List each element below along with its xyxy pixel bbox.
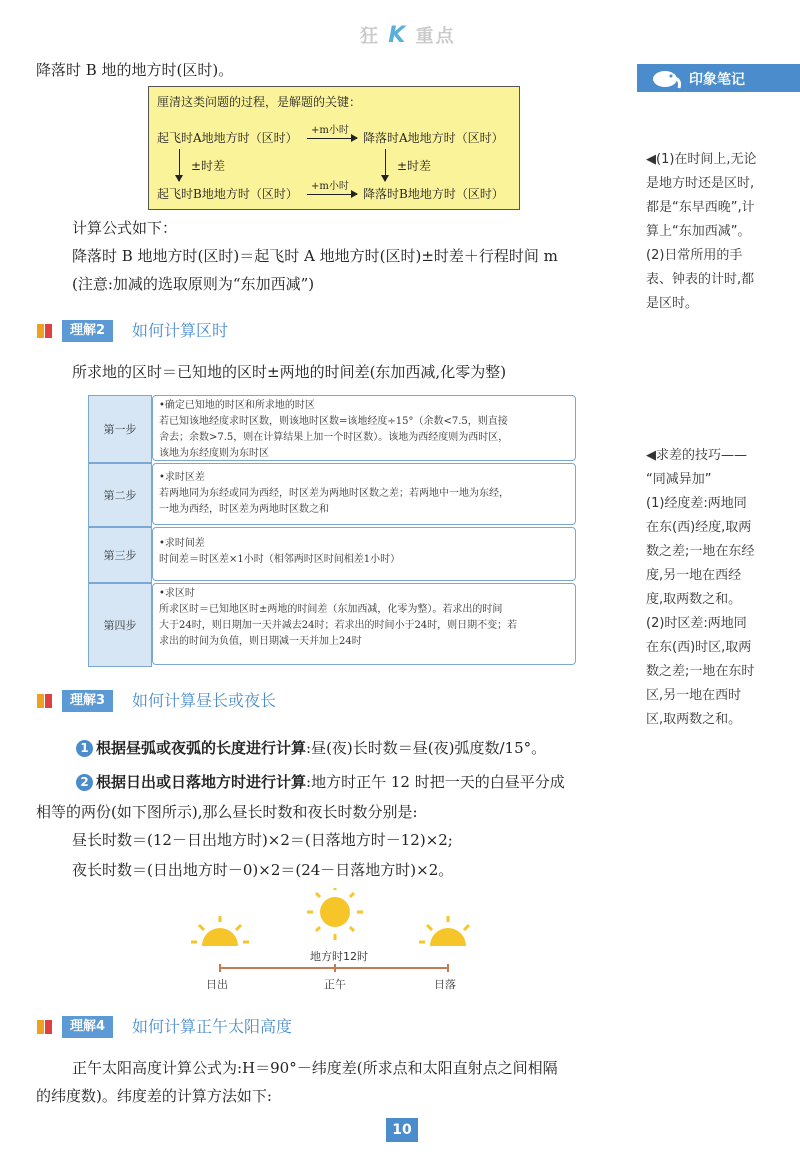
note-line: 是区时。 xyxy=(646,296,699,311)
book-icon xyxy=(36,692,54,710)
step-body xyxy=(152,463,576,525)
note-line: 在东(西)时区,取两 xyxy=(646,640,752,655)
night-length-formula: 夜长时数＝(日出地方时－0)×2＝(24－日落地方时)×2。 xyxy=(72,861,454,879)
section3-tag: 理解3 xyxy=(62,690,113,712)
item1-number: 1 xyxy=(76,740,93,757)
section2-rule: 所求地的区时＝已知地的区时±两地的时间差(东加西减,化零为整) xyxy=(72,363,507,381)
item1-text: :昼(夜)长时数＝昼(夜)弧度数/15°。 xyxy=(306,739,547,757)
step-line: 时间差＝时区差×1小时（相邻两时区时间相差1小时） xyxy=(159,554,401,565)
section2-tag: 理解2 xyxy=(62,320,113,342)
step-line: 大于24时，则日期加一天并减去24时；若求出的时间小于24时，则日期不变；若 xyxy=(159,620,518,631)
step-line: 若已知该地经度求时区数，则该地时区数=该地经度÷15°（余数<7.5，则直接 xyxy=(159,416,508,427)
sunset-sun-icon xyxy=(419,916,469,946)
step-body xyxy=(152,583,576,665)
note-line: ◀求差的技巧—— xyxy=(646,448,747,463)
section2-heading xyxy=(36,320,436,344)
page-number: 10 xyxy=(386,1118,418,1142)
section4-line1: 正午太阳高度计算公式为:H＝90°－纬度差(所求点和太阳直射点之间相隔 xyxy=(72,1059,558,1077)
noon-sun-icon xyxy=(307,888,363,940)
section3-item2 xyxy=(76,770,565,794)
book-icon xyxy=(36,322,54,340)
note-line: 在东(西)经度,取两 xyxy=(646,520,752,535)
section4-title: 如何计算正午太阳高度 xyxy=(132,1017,293,1036)
item1-bold: 根据昼弧或夜弧的长度进行计算 xyxy=(96,739,307,757)
note-line: 度,另一地在西经 xyxy=(646,568,742,583)
note-line: 算上“东加西减”。 xyxy=(646,224,751,239)
arrow-left-label: ±时差 xyxy=(191,159,226,173)
step-line: 舍去；余数>7.5，则在计算结果上加一个时区数）。该地为西经度则为西时区， xyxy=(159,432,509,443)
noon-time-label: 地方时12时 xyxy=(310,950,368,963)
step-row-4 xyxy=(88,583,578,665)
note-line: 数之差;一地在东时 xyxy=(646,664,755,679)
step-line: •求区时 xyxy=(159,588,195,599)
section4-heading xyxy=(36,1016,436,1040)
step-line: 一地为西经，时区差为两地时区数之和 xyxy=(159,504,329,515)
note-line: (1)经度差:两地同 xyxy=(646,496,747,511)
step-label: 第三步 xyxy=(88,527,152,583)
noon-label: 正午 xyxy=(324,978,346,991)
section3-heading xyxy=(36,690,436,714)
note-line: (2)时区差:两地同 xyxy=(646,616,747,631)
note-line: 度,取两数之和。 xyxy=(646,592,742,607)
flow-bottom-right: 降落时B地地方时（区时） xyxy=(363,187,504,201)
step-line: 求出的时间为负值，则日期减一天并加上24时 xyxy=(159,636,362,647)
sunrise-sun-icon xyxy=(191,916,249,946)
step-line: •确定已知地的时区和所求地的时区 xyxy=(159,400,315,411)
header-logo xyxy=(360,22,456,48)
sidebar-note1 xyxy=(646,148,786,316)
elephant-icon xyxy=(649,66,683,90)
note-line: (2)日常所用的手 xyxy=(646,248,743,263)
note-line: 数之差;一地在东经 xyxy=(646,544,755,559)
note-line: ◀(1)在时间上,无论 xyxy=(646,152,757,167)
section4-line2: 的纬度数)。纬度差的计算方法如下: xyxy=(36,1087,272,1105)
step-row-3 xyxy=(88,527,578,581)
note-line: 是地方时还是区时, xyxy=(646,176,755,191)
flow-box xyxy=(148,86,520,210)
book-icon xyxy=(36,1018,54,1036)
step-label: 第二步 xyxy=(88,463,152,527)
step-body xyxy=(152,395,576,461)
arrow-right xyxy=(385,149,386,181)
sidebar-note2 xyxy=(646,444,786,732)
step-line: 该地为东经度则为东时区 xyxy=(159,448,269,459)
day-length-formula: 昼长时数＝(12－日出地方时)×2＝(日落地方时－12)×2; xyxy=(72,831,453,849)
logo-text-a: 狂 xyxy=(360,26,380,47)
section4-tag: 理解4 xyxy=(62,1016,113,1038)
item2-number: 2 xyxy=(76,774,93,791)
arrow-left xyxy=(179,149,180,181)
section3-title: 如何计算昼长或夜长 xyxy=(132,691,277,710)
formula-line: 降落时 B 地地方时(区时)＝起飞时 A 地地方时(区时)±时差＋行程时间 m xyxy=(72,247,558,265)
intro-line: 降落时 B 地的地方时(区时)。 xyxy=(36,61,234,79)
step-line: 若两地同为东经或同为西经，时区差为两地时区数之差；若两地中一地为东经， xyxy=(159,488,509,499)
step-line: 所求区时＝已知地区时±两地的时间差（东加西减，化零为整）。若求出的时间 xyxy=(159,604,503,615)
sidebar-header xyxy=(637,64,800,92)
sunrise-label: 日出 xyxy=(206,978,228,991)
flow-title: 厘清这类问题的过程，是解题的关键： xyxy=(157,95,362,109)
flow-top-right: 降落时A地地方时（区时） xyxy=(363,131,504,145)
note-line: 区,取两数之和。 xyxy=(646,712,742,727)
arrow-right-label: ±时差 xyxy=(397,159,432,173)
note-line: 区,另一地在西时 xyxy=(646,688,742,703)
step-row-1 xyxy=(88,395,578,461)
note-line: 都是“东早西晚”,计 xyxy=(646,200,755,215)
item2-text: :地方时正午 12 时把一天的白昼平分成 xyxy=(306,773,565,791)
step-line: •求时间差 xyxy=(159,538,205,549)
sunset-label: 日落 xyxy=(434,978,456,991)
arrow-top-label: +m小时 xyxy=(311,125,349,136)
formula-note: (注意:加减的选取原则为“东加西减”) xyxy=(72,275,315,293)
item2-bold: 根据日出或日落地方时进行计算 xyxy=(96,773,307,791)
arrow-top xyxy=(307,138,357,139)
step-label: 第一步 xyxy=(88,395,152,463)
logo-text-b: 重点 xyxy=(415,26,456,47)
step-label: 第四步 xyxy=(88,583,152,667)
logo-k: K xyxy=(388,23,408,48)
arrow-bottom xyxy=(307,194,357,195)
section3-item1 xyxy=(76,736,546,760)
arrow-bottom-label: +m小时 xyxy=(311,181,349,192)
formula-label: 计算公式如下： xyxy=(72,219,178,237)
flow-bottom-left: 起飞时B地地方时（区时） xyxy=(157,187,298,201)
note-line: “同减异加” xyxy=(646,472,712,487)
step-body xyxy=(152,527,576,581)
sidebar-title: 印象笔记 xyxy=(689,72,745,88)
item2-continuation: 相等的两份(如下图所示),那么昼长时数和夜长时数分别是: xyxy=(36,803,418,821)
section2-title: 如何计算区时 xyxy=(132,321,229,340)
flow-top-left: 起飞时A地地方时（区时） xyxy=(157,131,298,145)
step-line: •求时区差 xyxy=(159,472,205,483)
step-row-2 xyxy=(88,463,578,525)
note-line: 表、钟表的计时,都 xyxy=(646,272,755,287)
